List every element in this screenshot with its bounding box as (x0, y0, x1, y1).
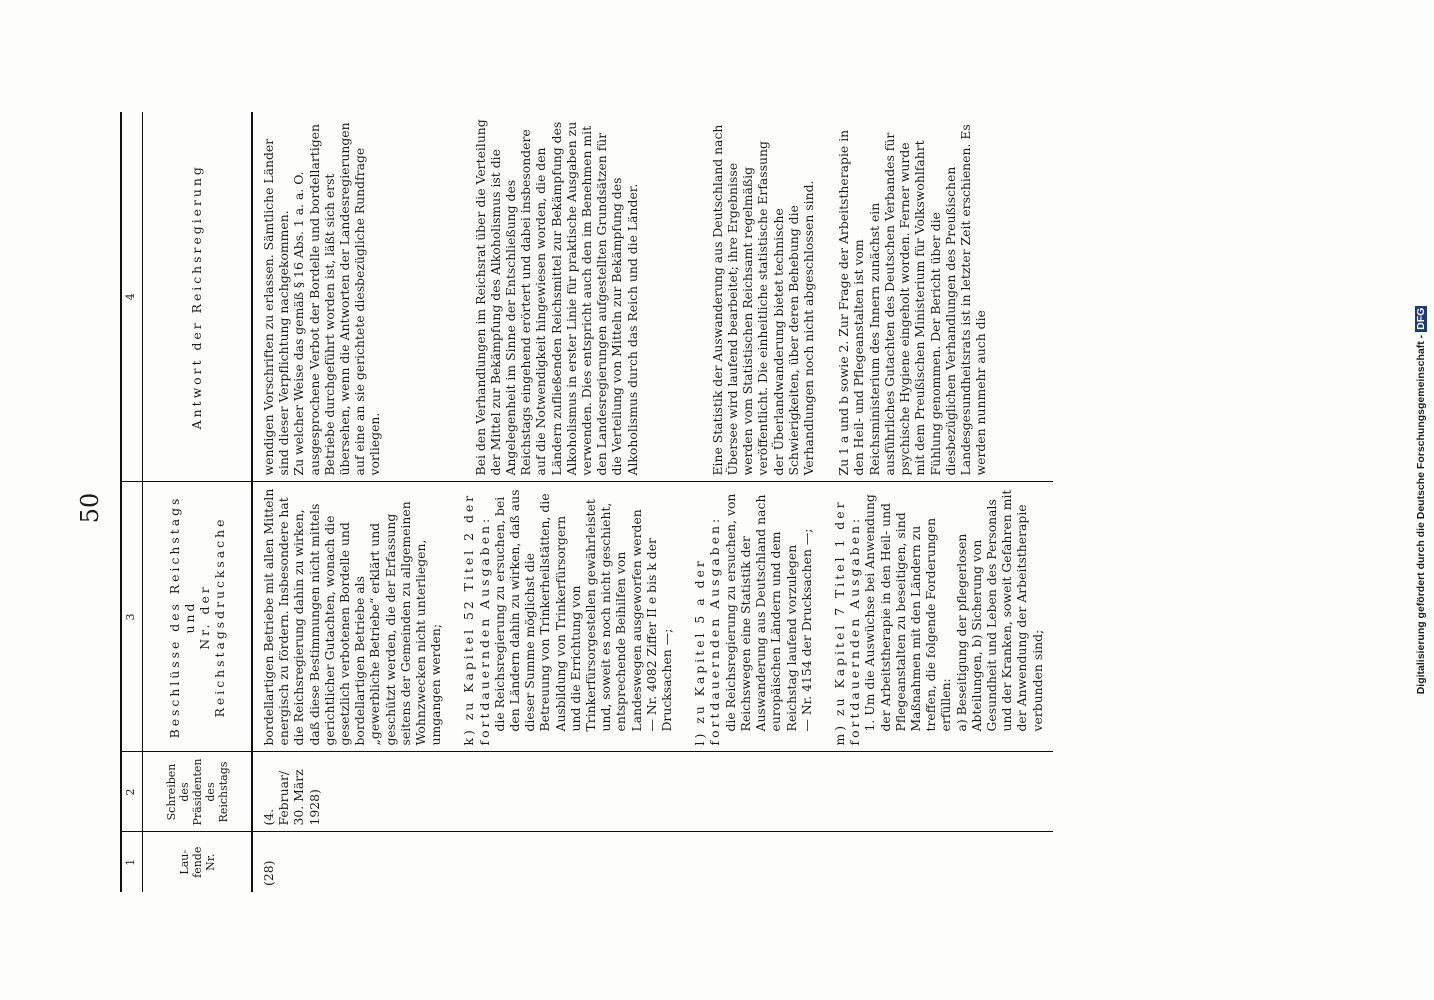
header-beschluesse-sub: Nr. der Reichstagsdrucksache (197, 516, 228, 718)
resolution-item (461, 489, 674, 746)
resolution-label: l) zu Kapitel 5 a der fortdauernden Ausgaben: (692, 515, 723, 746)
answer-paragraph: wendigen Vorschriften zu erlassen. Sämtliche Länder sind dieser Verpflichtung nachgekommen. (261, 138, 292, 476)
answer-paragraph: Eine Statistik der Auswanderung aus Deutschland nach Übersee wird laufend bearbeitet; ihre Ergebnisse werden vom Statistischen Reichsamt regelmäßig veröffentlicht. Die einheitliche statistische Erfassung der Überlandwanderung bietet technische Schwierigkeiten, über deren Behebung die Verhandlungen noch nicht abgeschlossen sind. (709, 124, 817, 476)
resolution-ref: — Nr. 4154 der Drucksachen —; (798, 528, 814, 732)
header-row (143, 112, 253, 892)
resolution-text: bordellartigen Betriebe mit allen Mitteln energisch zu fördern. Insbesondere hat die Reichsregierung dahin zu wirken, daß diese Bestimmungen nicht mittels gerichtlicher Gutachten, wonach die gesetzlich verbotenen Bordelle und bordellartigen Betriebe als „gewerbliche Betriebe“ erklärt und geschützt werden, die der Erfassung seitens der Gemeinden zu allgemeinen Wohnzwecken nicht unterliegen, umgangen werden; (261, 488, 444, 746)
cell-antwort (252, 112, 1053, 482)
page-number: 50 (76, 492, 104, 524)
resolution-text: 1. Um die Auswüchse bei Anwendung der Arbeitstherapie in den Heil- und Pflegeanstalten zu beseitigen, sind Maßnahmen mit den Ländern zu treffen, die folgende Forderungen erfüllen: (862, 494, 954, 732)
resolution-label: m) zu Kapitel 7 Titel 1 der fortdauernden Ausgaben: (831, 499, 863, 746)
dfg-logo: DFG (1415, 307, 1427, 330)
cell-date: (4. Februar/ 30. März 1928) (252, 752, 1053, 832)
document-table-area (120, 112, 1316, 892)
resolution-ref: — Nr. 4082 Ziffer II e bis k der Drucksachen —; (643, 538, 675, 732)
answer-paragraph: Zu 1 a und b sowie 2. Zur Frage der Arbeitstherapie in den Heil- und Pflegeanstalten ist vom Reichsministerium des Innern zunächst ein ausführliches Gutachten des Deutschen Verbandes für psychische Hygiene eingeholt worden. Ferner wurde mit dem Preußischen Ministerium für Volkswohlfahrt Fühlung genommen. Der Bericht über die diesbezüglichen Verhandlungen des Preußischen Landesgesundheitsrats ist in letzter Zeit erschienen. Es werden nunmehr auch die (836, 124, 989, 476)
resolutions-table (120, 112, 1053, 892)
resolution-ref: a) Beseitigung der pflegerlosen Abteilungen, b) Sicherung von Gesundheit und Leben des Personals und der Kranken, soweit Gefahren mit der Anwendung der Arbeitstherapie verbunden sind; (953, 489, 1045, 732)
answer-paragraph: Zu welcher Weise das gemäß § 16 Abs. 1 a. a. O. ausgesprochene Verbot der Bordelle und bordellartigen Betriebe durchgeführt worden ist, läßt sich erst übersehen, wenn die Antworten der Landesregierungen auf eine an sie gerichtete diesbezügliche Rundfrage vorliegen. (291, 122, 383, 476)
col-number-3: 3 (121, 482, 143, 752)
answer-paragraph: Bei den Verhandlungen im Reichsrat über die Verteilung der Mittel zur Bekämpfung des Alkoholismus ist die Angelegenheit im Sinne der Entschließung des Reichstags eingehend erörtert und dabei insbesondere auf die Notwendigkeit hingewiesen worden, die den Ländern zufließenden Reichsmittel zur Bekämpfung des Alkoholismus in erster Linie für praktische Ausgaben zu verwenden. Dies entspricht auch den im Benehmen mit den Landesregierungen aufgestellten Grundsätzen für die Verteilung von Mitteln zur Bekämpfung des Alkoholismus durch das Reich und die Länder. (472, 119, 640, 476)
resolution-text: die Reichsregierung zu ersuchen, von Reichswegen eine Statistik der Auswanderung aus Deutschland nach europäischen Ländern und dem Reichstag laufend vorzulegen (722, 493, 799, 732)
rotated-table (120, 112, 1316, 892)
resolution-item (692, 489, 814, 746)
header-laufende-nr: Lau- fende Nr. (143, 832, 253, 892)
header-beschluesse (143, 482, 253, 752)
funding-text: Digitalisierung gefördert durch die Deutsche Forschungsgemeinschaft - (1415, 334, 1427, 695)
resolution-label: k) zu Kapitel 52 Titel 2 der fortdauernden Ausgaben: (461, 492, 492, 746)
funding-note (1414, 120, 1428, 880)
col-number-1: 1 (121, 832, 143, 892)
col-number-2: 2 (121, 752, 143, 832)
col-number-4: 4 (121, 112, 143, 482)
header-schreiben: Schreiben des Präsidenten des Reichstags (143, 752, 253, 832)
column-number-row (121, 112, 143, 892)
cell-nr: (28) (261, 860, 276, 886)
header-beschluesse-und: und (181, 600, 197, 634)
header-beschluesse-title: Beschlüsse des Reichstags (166, 495, 182, 739)
resolution-text: die Reichsregierung zu ersuchen, bei den Ländern dahin zu wirken, daß aus dieser Summe möglichst die Betreuung von Trinkerheilstätten, die Ausbildung von Trinkerfürsorgern und die Errichtung von Trinkerfürsorgestellen gewährleistet und, soweit es noch nicht geschieht, entsprechende Beihilfen von Landeswegen ausgeworfen werden (491, 489, 644, 732)
resolution-item (832, 489, 1045, 746)
cell-beschluesse (252, 482, 1053, 752)
table-row (252, 112, 1053, 892)
header-antwort: Antwort der Reichsregierung (143, 112, 253, 482)
resolution-item (261, 489, 443, 746)
